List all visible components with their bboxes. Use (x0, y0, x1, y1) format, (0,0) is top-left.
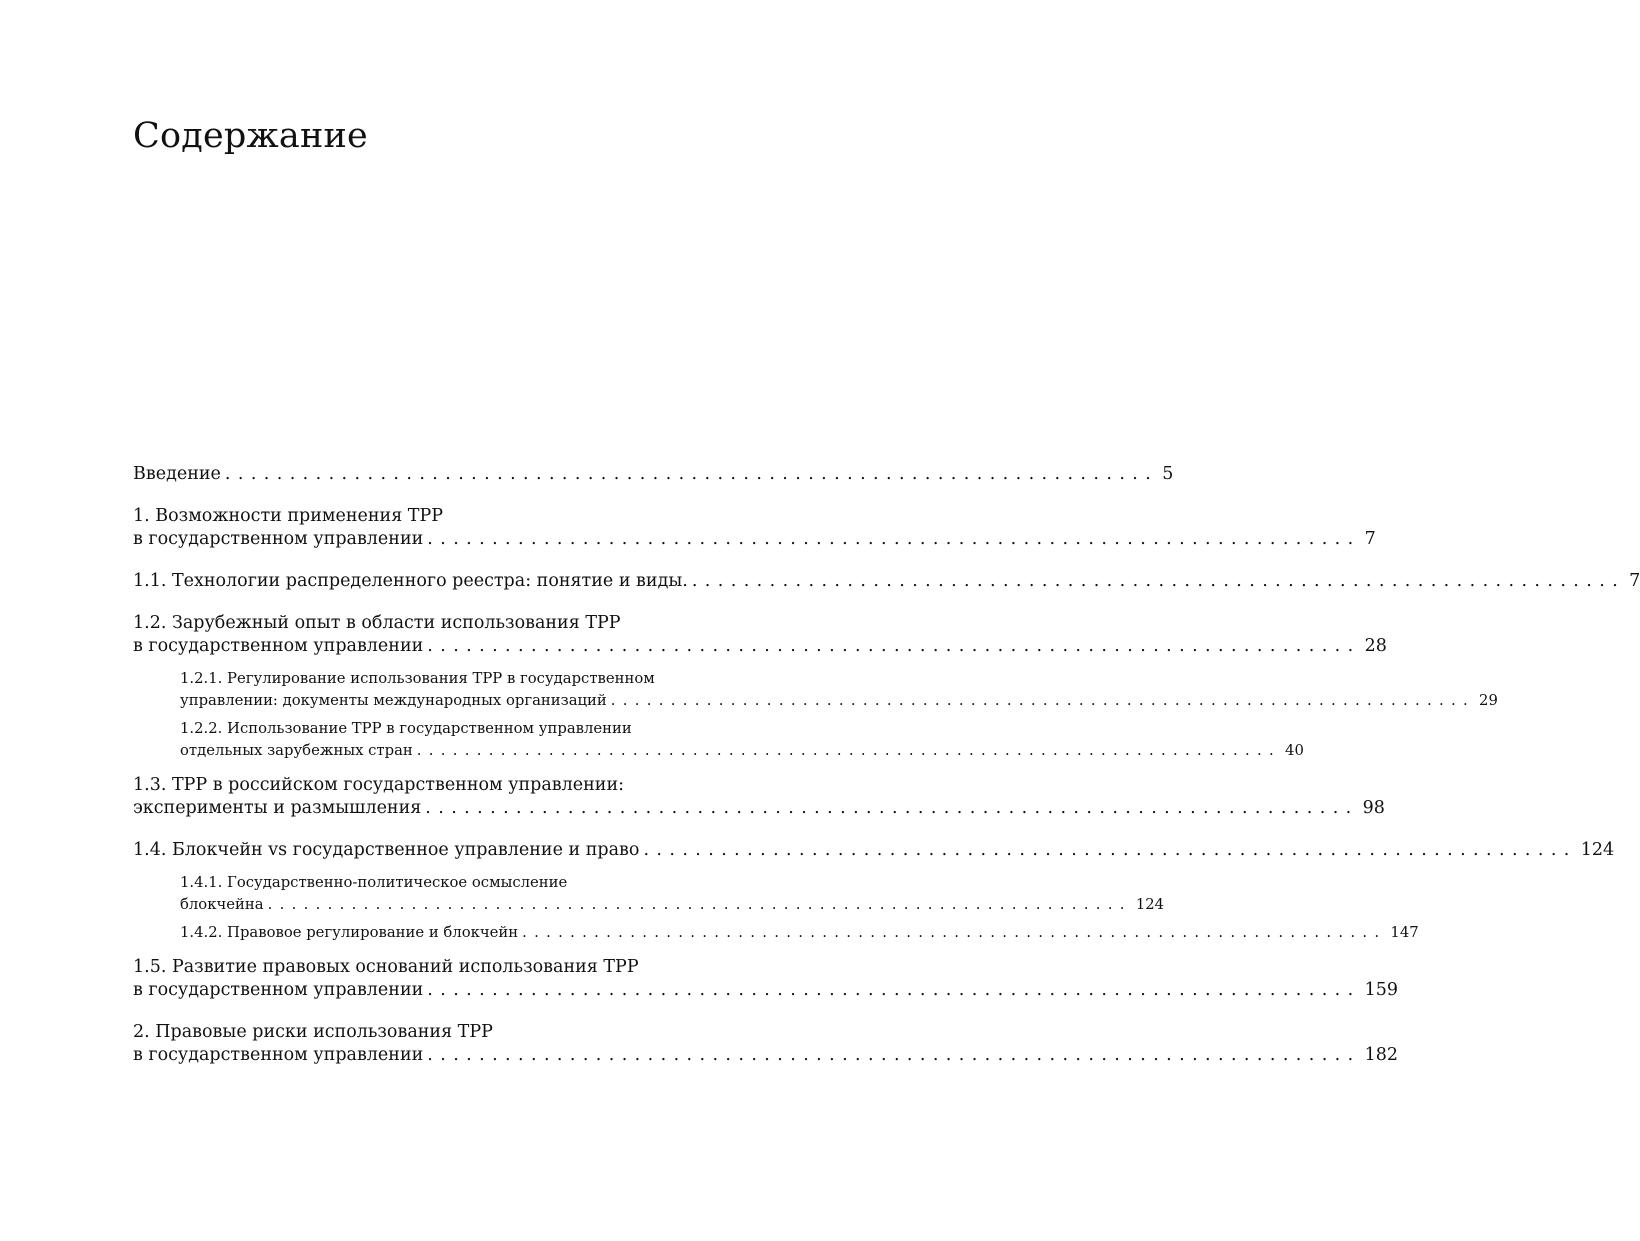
toc-entry-chapter-1[interactable] (133, 505, 1376, 551)
leader-dots: ........................................................................ (427, 636, 1361, 656)
leader-dots: ........................................................................ (691, 571, 1626, 591)
toc-entry-chapter-2[interactable] (133, 1021, 1399, 1067)
toc-entry-section-1-4-1[interactable] (133, 872, 1165, 916)
toc-page-number: 98 (1362, 798, 1385, 818)
leader-dots: ........................................................................ (427, 980, 1361, 1000)
toc-page-number: 124 (1135, 896, 1165, 913)
leader-dots: ........................................................................ (427, 1045, 1361, 1065)
toc-page-number: 28 (1364, 636, 1387, 656)
toc-entry-title-line: 1.2. Зарубежный опыт в области использования ТРР (133, 613, 621, 633)
page-title: Содержание (133, 116, 368, 156)
leader-dots: ........................................................................ (425, 798, 1359, 818)
toc-entry-title: блокчейна (180, 896, 264, 913)
toc-entry-title-line: 1. Возможности применения ТРР (133, 506, 444, 526)
toc-entry-title: в государственном управлении (133, 1045, 424, 1065)
toc-entry-title: в государственном управлении (133, 980, 424, 1000)
toc-entry-section-1-3[interactable] (133, 774, 1385, 820)
leader-dots: ........................................................................ (643, 840, 1577, 860)
leader-dots: ........................................................................ (416, 742, 1282, 759)
leader-dots: ........................................................................ (522, 924, 1387, 941)
leader-dots: ........................................................................ (267, 896, 1132, 913)
toc-page-number: 159 (1364, 980, 1399, 1000)
toc-entry-title-line: 1.2.2. Использование ТРР в государственном управлении (180, 720, 632, 737)
toc-page-number: 5 (1162, 464, 1174, 484)
toc-page-number: 147 (1390, 924, 1419, 941)
toc-entry-section-1-4[interactable] (133, 839, 1615, 862)
toc-entry-title: эксперименты и размышления (133, 798, 422, 818)
toc-page-number: 124 (1580, 840, 1615, 860)
toc-entry-section-1-4-2[interactable] (133, 922, 1419, 944)
toc-entry-section-1-1[interactable] (133, 570, 1640, 593)
toc-entry-title-line: 1.3. ТРР в российском государственном управлении: (133, 775, 625, 795)
toc-entry-title-line: 1.2.1. Регулирование использования ТРР в государственном (180, 670, 655, 687)
toc-entry-title: отдельных зарубежных стран (180, 742, 413, 759)
toc-entry-title-line: 1.4.1. Государственно-политическое осмысление (180, 874, 568, 891)
toc-entry-title: 1.4.2. Правовое регулирование и блокчейн (180, 924, 519, 941)
toc-entry-section-1-2-1[interactable] (133, 668, 1498, 712)
toc-entry-section-1-5[interactable] (133, 956, 1399, 1002)
toc-page-number: 7 (1629, 571, 1640, 591)
toc-entry-title: управлении: документы международных организаций (180, 692, 607, 709)
toc-entry-section-1-2[interactable] (133, 612, 1387, 658)
toc-entry-introduction[interactable] (133, 463, 1174, 486)
leader-dots: ........................................................................ (610, 692, 1476, 709)
toc-entry-title: 1.4. Блокчейн vs государственное управление и право (133, 840, 640, 860)
toc-entry-section-1-2-2[interactable] (133, 718, 1304, 762)
leader-dots: ........................................................................ (427, 529, 1361, 549)
toc-page-number: 40 (1285, 742, 1304, 759)
toc-entry-title: в государственном управлении (133, 636, 424, 656)
toc-entry-title: 1.1. Технологии распределенного реестра: понятие и виды. (133, 571, 688, 591)
toc-page-number: 29 (1479, 692, 1498, 709)
toc-entry-title-line: 2. Правовые риски использования ТРР (133, 1022, 493, 1042)
toc-entry-title: Введение (133, 464, 221, 484)
table-of-contents (133, 463, 1640, 1086)
toc-entry-title-line: 1.5. Развитие правовых оснований использования ТРР (133, 957, 639, 977)
leader-dots: ........................................................................ (224, 464, 1159, 484)
toc-page-number: 182 (1364, 1045, 1399, 1065)
toc-page-number: 7 (1364, 529, 1376, 549)
toc-entry-title: в государственном управлении (133, 529, 424, 549)
